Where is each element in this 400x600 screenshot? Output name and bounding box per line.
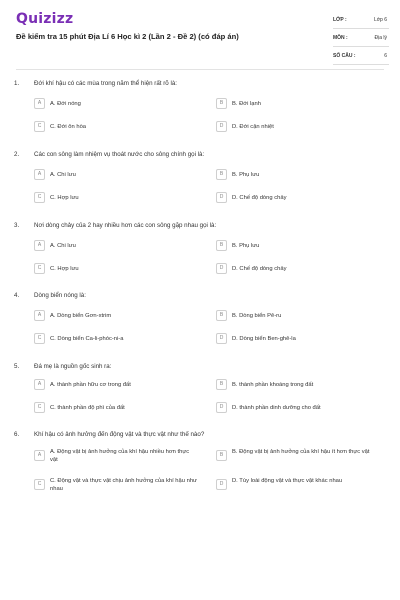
worksheet-meta: [333, 14, 389, 68]
option-text: C. thành phần độ phì của đất: [50, 405, 125, 411]
option-letter: D: [216, 263, 227, 274]
meta-row-class: [333, 14, 389, 29]
option-text: C. Động vật và thực vật chịu ảnh hưởng của khí hậu như nhau: [50, 478, 197, 492]
question-number: 2.: [14, 151, 20, 158]
option-text: B. Động vật bị ảnh hưởng của khí hậu ít hơn thực vật: [232, 449, 370, 455]
header-divider: [16, 69, 384, 70]
question-text: Các con sông làm nhiệm vụ thoát nước cho sông chính gọi là:: [34, 151, 205, 158]
option-letter: B: [216, 379, 227, 390]
option-letter: D: [216, 479, 227, 490]
option-text: D. Đới cận nhiệt: [232, 124, 274, 130]
option-letter: C: [34, 333, 45, 344]
meta-label: SỐ CÂU :: [333, 53, 356, 59]
question-number: 3.: [14, 222, 20, 229]
option-text: D. Chế độ dòng chảy: [232, 266, 287, 272]
option-text: A. Chi lưu: [50, 243, 76, 249]
question-text: Khí hậu có ảnh hưởng đến động vật và thực vật như thế nào?: [34, 431, 205, 438]
option-text: B. Phụ lưu: [232, 172, 260, 178]
meta-row-count: [333, 50, 389, 65]
option-letter: A: [34, 98, 45, 109]
meta-value: 6: [384, 53, 387, 59]
option-text: A. Đới nóng: [50, 101, 81, 107]
option-letter: C: [34, 402, 45, 413]
option-letter: D: [216, 333, 227, 344]
question-text: Nơi dòng chảy của 2 hay nhiều hơn các con sông gặp nhau gọi là:: [34, 222, 217, 229]
option-letter: C: [34, 479, 45, 490]
option-letter: D: [216, 402, 227, 413]
question-number: 5.: [14, 363, 20, 370]
option-letter: B: [216, 450, 227, 461]
option-letter: A: [34, 310, 45, 321]
option-text: C. Hợp lưu: [50, 266, 79, 272]
question-text: Đới khí hậu có các mùa trong năm thể hiện rất rõ là:: [34, 80, 178, 87]
option-text: D. Dòng biển Ben-ghê-la: [232, 336, 296, 342]
meta-value: Địa lý: [374, 35, 387, 41]
option-letter: A: [34, 240, 45, 251]
option-text: D. Tùy loài động vật và thực vật khác nhau: [232, 478, 343, 484]
option-letter: A: [34, 169, 45, 180]
worksheet-title: Đề kiểm tra 15 phút Địa Lí 6 Học kì 2 (Lần 2 - Đề 2) (có đáp án): [16, 32, 239, 41]
question-number: 4.: [14, 292, 20, 299]
option-text: C. Dòng biển Ca-li-phóc-ni-a: [50, 336, 124, 342]
option-letter: A: [34, 450, 45, 461]
option-letter: B: [216, 310, 227, 321]
option-letter: A: [34, 379, 45, 390]
option-text: B. Đới lạnh: [232, 101, 261, 107]
option-text: A. Động vật bị ảnh hưởng của khí hậu nhiều hơn thực vật: [50, 449, 190, 463]
option-letter: B: [216, 98, 227, 109]
option-letter: D: [216, 121, 227, 132]
meta-row-subject: [333, 32, 389, 47]
meta-label: MÔN :: [333, 35, 348, 41]
question-number: 6.: [14, 431, 20, 438]
option-text: A. thành phần hữu cơ trong đất: [50, 382, 131, 388]
meta-value: Lớp 6: [373, 17, 387, 23]
option-letter: C: [34, 192, 45, 203]
option-text: C. Đới ôn hòa: [50, 124, 87, 130]
question-number: 1.: [14, 80, 20, 87]
option-text: A. Chi lưu: [50, 172, 76, 178]
option-letter: B: [216, 169, 227, 180]
question-text: Dòng biển nóng là:: [34, 292, 86, 299]
option-letter: C: [34, 263, 45, 274]
option-letter: C: [34, 121, 45, 132]
option-text: A. Dòng biển Gơn-xtrim: [50, 313, 112, 319]
quizizz-logo: Quizizz: [16, 11, 74, 27]
option-letter: D: [216, 192, 227, 203]
option-text: C. Hợp lưu: [50, 195, 79, 201]
option-text: D. thành phần dinh dưỡng cho đất: [232, 405, 321, 411]
option-text: B. thành phần khoáng trong đất: [232, 382, 314, 388]
option-letter: B: [216, 240, 227, 251]
question-text: Đá mẹ là nguồn gốc sinh ra:: [34, 363, 112, 370]
option-text: B. Phụ lưu: [232, 243, 260, 249]
option-text: D. Chế độ dòng chảy: [232, 195, 287, 201]
option-text: B. Dòng biển Pê-ru: [232, 313, 282, 319]
meta-label: LỚP :: [333, 17, 347, 23]
